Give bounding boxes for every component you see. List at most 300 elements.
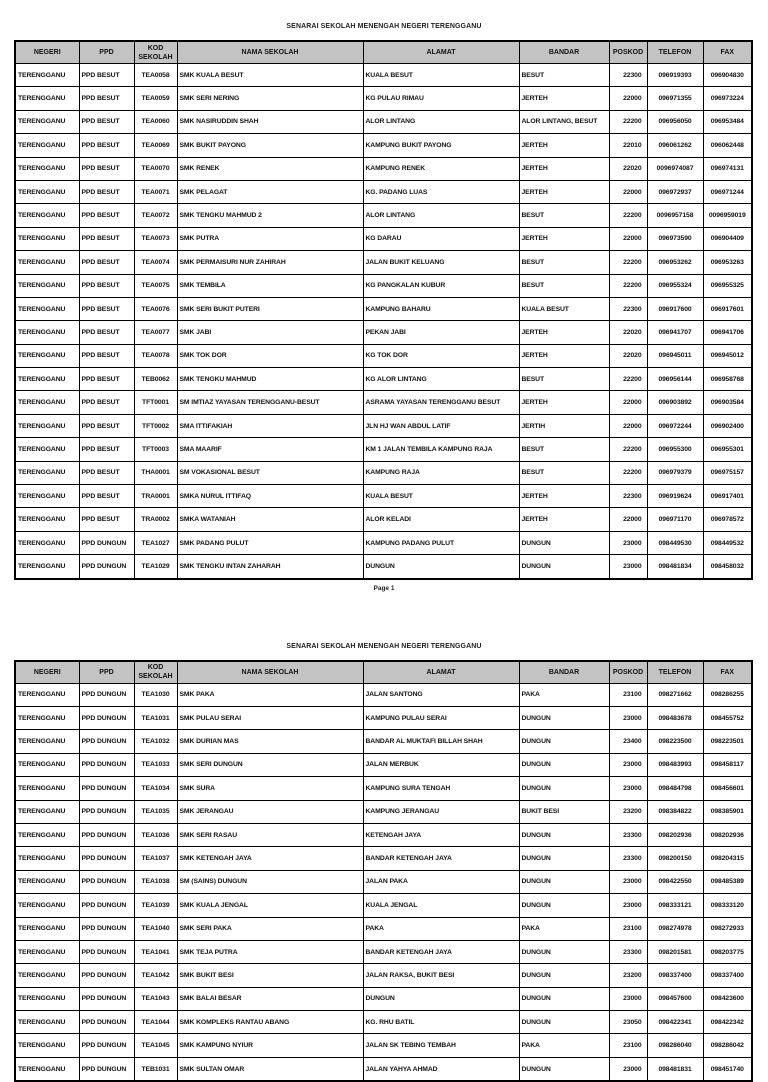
table-cell: PPD DUNGUN xyxy=(79,1034,134,1057)
table-cell: KETENGAH JAYA xyxy=(363,823,519,846)
table-cell: BUKIT BESI xyxy=(519,800,609,823)
table-cell: SMK PAKA xyxy=(177,683,363,706)
table-cell: DUNGUN xyxy=(519,987,609,1010)
table-row xyxy=(15,683,752,706)
table-cell: 22020 xyxy=(609,157,647,180)
table-cell: PPD DUNGUN xyxy=(79,964,134,987)
table-cell: 096904830 xyxy=(703,64,752,87)
table-cell: DUNGUN xyxy=(519,940,609,963)
table-cell: PPD DUNGUN xyxy=(79,1057,134,1081)
table-cell: 098422342 xyxy=(703,1011,752,1034)
table-cell: KUALA BESUT xyxy=(519,297,609,320)
table-cell: TERENGGANU xyxy=(15,64,79,87)
table-cell: TERENGGANU xyxy=(15,1057,79,1081)
table-cell: 098337400 xyxy=(647,964,703,987)
table-cell: BESUT xyxy=(519,204,609,227)
table-cell: 23000 xyxy=(609,555,647,579)
table-cell: DUNGUN xyxy=(363,555,519,579)
table-cell: SMK SERI PAKA xyxy=(177,917,363,940)
table-cell: 096953262 xyxy=(647,251,703,274)
table-cell: TERENGGANU xyxy=(15,87,79,110)
table-cell: PPD DUNGUN xyxy=(79,706,134,729)
table-cell: SMK PERMAISURI NUR ZAHIRAH xyxy=(177,251,363,274)
table-row xyxy=(15,204,752,227)
table-cell: SMK BUKIT PAYONG xyxy=(177,134,363,157)
table-cell: 096945011 xyxy=(647,344,703,367)
page-number-label: Page 1 xyxy=(373,584,395,592)
table-cell: TEA1034 xyxy=(134,777,177,800)
table-cell: 096974131 xyxy=(703,157,752,180)
table-cell: 23300 xyxy=(609,847,647,870)
table-cell: SMK TENGKU INTAN ZAHARAH xyxy=(177,555,363,579)
table-cell: SMKA WATANIAH xyxy=(177,508,363,531)
table-cell: SMK PUTRA xyxy=(177,227,363,250)
table-cell: TEA1031 xyxy=(134,706,177,729)
table-cell: JALAN YAHYA AHMAD xyxy=(363,1057,519,1081)
table-cell: KG ALOR LINTANG xyxy=(363,368,519,391)
table-cell: TEA0071 xyxy=(134,180,177,203)
table-row xyxy=(15,110,752,133)
table-row xyxy=(15,1034,752,1057)
table-cell: 098483678 xyxy=(647,706,703,729)
table-cell: PPD BESUT xyxy=(79,227,134,250)
table-row xyxy=(15,753,752,776)
column-header: BANDAR xyxy=(519,661,609,684)
table-cell: 096971244 xyxy=(703,180,752,203)
table-cell: TEA1045 xyxy=(134,1034,177,1057)
table-cell: TFT0003 xyxy=(134,438,177,461)
table-row xyxy=(15,917,752,940)
table-cell: PPD BESUT xyxy=(79,87,134,110)
table-cell: 096955325 xyxy=(703,274,752,297)
table-cell: PAKA xyxy=(519,1034,609,1057)
table-cell: SMK NASIRUDDIN SHAH xyxy=(177,110,363,133)
table-cell: DUNGUN xyxy=(519,847,609,870)
column-header: BANDAR xyxy=(519,41,609,64)
table-cell: PPD DUNGUN xyxy=(79,531,134,554)
table-cell: TERENGGANU xyxy=(15,706,79,729)
column-header: TELEFON xyxy=(647,41,703,64)
table-cell: 096919624 xyxy=(647,485,703,508)
table-row xyxy=(15,847,752,870)
column-header: PPD xyxy=(79,661,134,684)
table-cell: PPD DUNGUN xyxy=(79,870,134,893)
table-cell: TEA0058 xyxy=(134,64,177,87)
table-cell: TERENGGANU xyxy=(15,274,79,297)
table-cell: TEA1033 xyxy=(134,753,177,776)
table-cell: SMK KAMPUNG NYIUR xyxy=(177,1034,363,1057)
column-header: KOD SEKOLAH xyxy=(134,661,177,684)
table-row xyxy=(15,134,752,157)
table-row xyxy=(15,508,752,531)
table-cell: SMK TENGKU MAHMUD 2 xyxy=(177,204,363,227)
table-cell: TERENGGANU xyxy=(15,870,79,893)
table-cell: JERTEH xyxy=(519,508,609,531)
table-cell: KAMPUNG SURA TENGAH xyxy=(363,777,519,800)
table-row xyxy=(15,321,752,344)
table-cell: PPD DUNGUN xyxy=(79,800,134,823)
table-cell: 23100 xyxy=(609,683,647,706)
table-cell: SMK PULAU SERAI xyxy=(177,706,363,729)
table-row xyxy=(15,368,752,391)
table-cell: 098200150 xyxy=(647,847,703,870)
page-title: SENARAI SEKOLAH MENENGAH NEGERI TERENGGANU xyxy=(286,642,482,650)
column-header: FAX xyxy=(703,661,752,684)
table-cell: TERENGGANU xyxy=(15,414,79,437)
table-cell: TEA0076 xyxy=(134,297,177,320)
table-cell: 098484798 xyxy=(647,777,703,800)
table-cell: JALAN BUKIT KELUANG xyxy=(363,251,519,274)
table-cell: 098451740 xyxy=(703,1057,752,1081)
table-header-row xyxy=(15,661,752,684)
table-cell: 23200 xyxy=(609,800,647,823)
table-row xyxy=(15,297,752,320)
table-cell: 22000 xyxy=(609,227,647,250)
table-row xyxy=(15,1057,752,1081)
table-cell: PPD DUNGUN xyxy=(79,777,134,800)
table-cell: 098286255 xyxy=(703,683,752,706)
table-cell: 098202936 xyxy=(703,823,752,846)
table-cell: DUNGUN xyxy=(519,730,609,753)
table-cell: PPD BESUT xyxy=(79,180,134,203)
table-cell: SMK SERI RASAU xyxy=(177,823,363,846)
table-cell: TRA0001 xyxy=(134,485,177,508)
column-header: POSKOD xyxy=(609,661,647,684)
table-cell: 098337400 xyxy=(703,964,752,987)
table-cell: 098201581 xyxy=(647,940,703,963)
table-cell: 22200 xyxy=(609,274,647,297)
table-cell: PPD DUNGUN xyxy=(79,823,134,846)
table-cell: 098384822 xyxy=(647,800,703,823)
table-cell: TERENGGANU xyxy=(15,368,79,391)
table-cell: 098483993 xyxy=(647,753,703,776)
table-cell: 098449530 xyxy=(647,531,703,554)
table-cell: 098449532 xyxy=(703,531,752,554)
table-cell: THA0001 xyxy=(134,461,177,484)
table-cell: TEA1042 xyxy=(134,964,177,987)
table-cell: 096972244 xyxy=(647,414,703,437)
table-row xyxy=(15,64,752,87)
table-cell: 22200 xyxy=(609,204,647,227)
table-cell: 22000 xyxy=(609,414,647,437)
table-cell: DUNGUN xyxy=(519,1011,609,1034)
table-cell: TERENGGANU xyxy=(15,823,79,846)
table-cell: 096917600 xyxy=(647,297,703,320)
table-cell: 098481834 xyxy=(647,555,703,579)
table-cell: TERENGGANU xyxy=(15,438,79,461)
table-cell: 096062448 xyxy=(703,134,752,157)
table-cell: 096956144 xyxy=(647,368,703,391)
table-cell: TERENGGANU xyxy=(15,485,79,508)
table-cell: TERENGGANU xyxy=(15,180,79,203)
table-cell: 096903584 xyxy=(703,391,752,414)
table-cell: PAKA xyxy=(519,917,609,940)
table-cell: PPD DUNGUN xyxy=(79,730,134,753)
table-cell: PAKA xyxy=(363,917,519,940)
table-cell: 096971170 xyxy=(647,508,703,531)
table-cell: TERENGGANU xyxy=(15,847,79,870)
table-cell: 096917601 xyxy=(703,297,752,320)
table-cell: 23000 xyxy=(609,531,647,554)
table-cell: KAMPUNG RAJA xyxy=(363,461,519,484)
table-row xyxy=(15,870,752,893)
table-cell: 22000 xyxy=(609,508,647,531)
table-cell: TEA1041 xyxy=(134,940,177,963)
page-2 xyxy=(0,593,768,1082)
table-cell: ALOR LINTANG xyxy=(363,110,519,133)
table-cell: SMK PELAGAT xyxy=(177,180,363,203)
table-cell: TEA0059 xyxy=(134,87,177,110)
table-header-row xyxy=(15,41,752,64)
table-cell: 096973590 xyxy=(647,227,703,250)
table-cell: 098274978 xyxy=(647,917,703,940)
table-cell: 22200 xyxy=(609,110,647,133)
table-cell: 098481831 xyxy=(647,1057,703,1081)
table-cell: TERENGGANU xyxy=(15,777,79,800)
table-row xyxy=(15,531,752,554)
table-cell: PPD BESUT xyxy=(79,438,134,461)
table-cell: KAMPUNG JERANGAU xyxy=(363,800,519,823)
column-header: NEGERI xyxy=(15,41,79,64)
table-cell: BESUT xyxy=(519,461,609,484)
table-cell: JERTEH xyxy=(519,134,609,157)
table-cell: 098271662 xyxy=(647,683,703,706)
table-cell: 096955324 xyxy=(647,274,703,297)
table-cell: TERENGGANU xyxy=(15,894,79,917)
table-cell: 23200 xyxy=(609,964,647,987)
table-cell: SMK SULTAN OMAR xyxy=(177,1057,363,1081)
table-cell: PPD BESUT xyxy=(79,485,134,508)
column-header: KOD SEKOLAH xyxy=(134,41,177,64)
column-header: FAX xyxy=(703,41,752,64)
table-cell: KM 1 JALAN TEMBILA KAMPUNG RAJA xyxy=(363,438,519,461)
table-cell: PPD BESUT xyxy=(79,251,134,274)
column-header: POSKOD xyxy=(609,41,647,64)
table-cell: SMA MAARIF xyxy=(177,438,363,461)
table-cell: SM (SAINS) DUNGUN xyxy=(177,870,363,893)
table-cell: 096978572 xyxy=(703,508,752,531)
table-cell: TERENGGANU xyxy=(15,508,79,531)
table-cell: TEA1029 xyxy=(134,555,177,579)
table-cell: TERENGGANU xyxy=(15,987,79,1010)
table-row xyxy=(15,800,752,823)
column-header: ALAMAT xyxy=(363,41,519,64)
table-cell: 22300 xyxy=(609,64,647,87)
table-cell: JALAN PAKA xyxy=(363,870,519,893)
table-cell: KUALA BESUT xyxy=(363,64,519,87)
table-row xyxy=(15,274,752,297)
table-cell: TEA1043 xyxy=(134,987,177,1010)
table-cell: PAKA xyxy=(519,683,609,706)
table-cell: TEA1032 xyxy=(134,730,177,753)
table-cell: DUNGUN xyxy=(519,777,609,800)
table-cell: TEA1044 xyxy=(134,1011,177,1034)
table-cell: 096904409 xyxy=(703,227,752,250)
table-cell: KAMPUNG BAHARU xyxy=(363,297,519,320)
table-cell: 096958768 xyxy=(703,368,752,391)
table-cell: PPD DUNGUN xyxy=(79,753,134,776)
table-cell: TERENGGANU xyxy=(15,321,79,344)
table-cell: TERENGGANU xyxy=(15,391,79,414)
table-cell: TERENGGANU xyxy=(15,134,79,157)
table-cell: 23000 xyxy=(609,1057,647,1081)
table-cell: KG DARAU xyxy=(363,227,519,250)
table-cell: 22300 xyxy=(609,297,647,320)
table-row xyxy=(15,940,752,963)
table-cell: 23100 xyxy=(609,1034,647,1057)
column-header: TELEFON xyxy=(647,661,703,684)
table-cell: 098422341 xyxy=(647,1011,703,1034)
table-cell: TEA1036 xyxy=(134,823,177,846)
table-cell: TERENGGANU xyxy=(15,1011,79,1034)
table-cell: 098203775 xyxy=(703,940,752,963)
table-cell: 22200 xyxy=(609,368,647,391)
table-cell: 098333121 xyxy=(647,894,703,917)
table-cell: SMK DURIAN MAS xyxy=(177,730,363,753)
table-cell: JERTEH xyxy=(519,227,609,250)
table-cell: 096941707 xyxy=(647,321,703,344)
table-cell: JERTEH xyxy=(519,485,609,508)
table-cell: BESUT xyxy=(519,251,609,274)
page-title: SENARAI SEKOLAH MENENGAH NEGERI TERENGGANU xyxy=(286,23,482,30)
table-cell: 096971355 xyxy=(647,87,703,110)
column-header: NAMA SEKOLAH xyxy=(177,41,363,64)
table-cell: KG. PADANG LUAS xyxy=(363,180,519,203)
table-cell: 096919393 xyxy=(647,64,703,87)
table-cell: 096945012 xyxy=(703,344,752,367)
table-cell: 098422550 xyxy=(647,870,703,893)
table-cell: TERENGGANU xyxy=(15,940,79,963)
table-cell: KAMPUNG BUKIT PAYONG xyxy=(363,134,519,157)
table-cell: DUNGUN xyxy=(519,870,609,893)
table-cell: SMK KETENGAH JAYA xyxy=(177,847,363,870)
table-cell: 098456601 xyxy=(703,777,752,800)
table-cell: 22200 xyxy=(609,461,647,484)
table-cell: KAMPUNG PULAU SERAI xyxy=(363,706,519,729)
table-cell: SMK TOK DOR xyxy=(177,344,363,367)
table-cell: SMK SERI BUKIT PUTERI xyxy=(177,297,363,320)
table-cell: JLN HJ WAN ABDUL LATIF xyxy=(363,414,519,437)
table-cell: PPD BESUT xyxy=(79,64,134,87)
table-cell: 22200 xyxy=(609,251,647,274)
column-header: PPD xyxy=(79,41,134,64)
table-cell: 0096957158 xyxy=(647,204,703,227)
table-cell: 096956050 xyxy=(647,110,703,133)
table-cell: DUNGUN xyxy=(519,964,609,987)
table-cell: TEA0073 xyxy=(134,227,177,250)
table-cell: TERENGGANU xyxy=(15,730,79,753)
table-cell: 096902400 xyxy=(703,414,752,437)
table-cell: TEA1039 xyxy=(134,894,177,917)
table-cell: SMK BUKIT BESI xyxy=(177,964,363,987)
table-cell: PPD DUNGUN xyxy=(79,987,134,1010)
table-cell: SMA ITTIFAKIAH xyxy=(177,414,363,437)
table-cell: TERENGGANU xyxy=(15,683,79,706)
table-cell: TEA1035 xyxy=(134,800,177,823)
table-row xyxy=(15,894,752,917)
table-cell: 22010 xyxy=(609,134,647,157)
table-cell: 096953484 xyxy=(703,110,752,133)
table-cell: BANDAR AL MUKTAFI BILLAH SHAH xyxy=(363,730,519,753)
table-cell: TEA1030 xyxy=(134,683,177,706)
table-cell: TERENGGANU xyxy=(15,297,79,320)
table-cell: 096973224 xyxy=(703,87,752,110)
table-row xyxy=(15,777,752,800)
table-cell: JERTEH xyxy=(519,157,609,180)
table-cell: JERTEH xyxy=(519,180,609,203)
table-cell: DUNGUN xyxy=(363,987,519,1010)
table-cell: KAMPUNG RENEK xyxy=(363,157,519,180)
table-cell: SM IMTIAZ YAYASAN TERENGGANU-BESUT xyxy=(177,391,363,414)
table-cell: TEA0060 xyxy=(134,110,177,133)
table-cell: PPD BESUT xyxy=(79,414,134,437)
table-cell: 098423600 xyxy=(703,987,752,1010)
table-cell: PPD BESUT xyxy=(79,508,134,531)
table-cell: JALAN RAKSA, BUKIT BESI xyxy=(363,964,519,987)
table-cell: BESUT xyxy=(519,64,609,87)
table-row xyxy=(15,555,752,579)
table-cell: 23000 xyxy=(609,706,647,729)
table-cell: TEA0070 xyxy=(134,157,177,180)
table-cell: 0096959019 xyxy=(703,204,752,227)
table-cell: TEA0072 xyxy=(134,204,177,227)
table-row xyxy=(15,730,752,753)
table-cell: JERTEH xyxy=(519,391,609,414)
table-cell: 23000 xyxy=(609,777,647,800)
table-cell: ALOR KELADI xyxy=(363,508,519,531)
table-cell: TERENGGANU xyxy=(15,800,79,823)
table-cell: SMK SERI DUNGUN xyxy=(177,753,363,776)
table-cell: 22020 xyxy=(609,321,647,344)
table-cell: 098455752 xyxy=(703,706,752,729)
table-row xyxy=(15,485,752,508)
table-cell: 23300 xyxy=(609,823,647,846)
table-cell: DUNGUN xyxy=(519,531,609,554)
table-cell: 23000 xyxy=(609,870,647,893)
table-cell: PPD BESUT xyxy=(79,391,134,414)
table-row xyxy=(15,157,752,180)
table-cell: TERENGGANU xyxy=(15,555,79,579)
table-cell: 098333120 xyxy=(703,894,752,917)
table-cell: 23300 xyxy=(609,940,647,963)
table-cell: 098204315 xyxy=(703,847,752,870)
table-cell: PPD DUNGUN xyxy=(79,847,134,870)
table-row xyxy=(15,964,752,987)
table-cell: PPD BESUT xyxy=(79,110,134,133)
table-row xyxy=(15,251,752,274)
table-cell: KG TOK DOR xyxy=(363,344,519,367)
table-row xyxy=(15,438,752,461)
table-cell: KG. RHU BATIL xyxy=(363,1011,519,1034)
table-cell: SMK SURA xyxy=(177,777,363,800)
table-cell: 096917401 xyxy=(703,485,752,508)
table-cell: 22020 xyxy=(609,344,647,367)
table-cell: 096975157 xyxy=(703,461,752,484)
table-cell: BESUT xyxy=(519,438,609,461)
table-cell: TEA0069 xyxy=(134,134,177,157)
table-cell: 23000 xyxy=(609,753,647,776)
table-cell: DUNGUN xyxy=(519,555,609,579)
table-cell: SMK TENGKU MAHMUD xyxy=(177,368,363,391)
table-cell: DUNGUN xyxy=(519,894,609,917)
table-cell: TEB0062 xyxy=(134,368,177,391)
table-cell: TEA0078 xyxy=(134,344,177,367)
table-cell: JERTIH xyxy=(519,414,609,437)
table-cell: TEB1031 xyxy=(134,1057,177,1081)
table-cell: 096955301 xyxy=(703,438,752,461)
table-cell: 23100 xyxy=(609,917,647,940)
table-cell: 22000 xyxy=(609,391,647,414)
